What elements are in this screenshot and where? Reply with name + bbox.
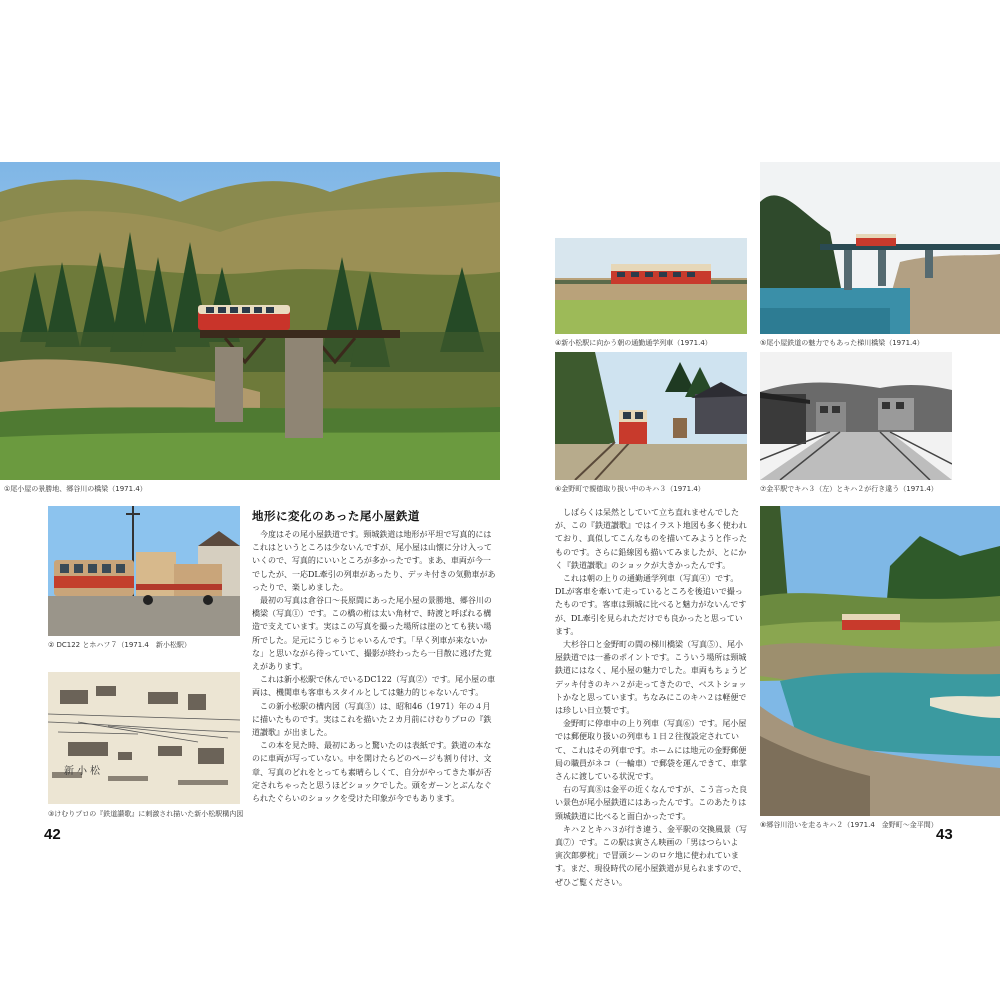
station-map-label: 新小松: [64, 766, 103, 777]
left-paragraph: 最初の写真は倉谷口～長原間にあった尾小屋の景勝地、郷谷川の橋梁（写真①）です。この橋の桁は太い角材で、時渡と呼ばれる構造で支えています。実はこの写真を撮った場所は崖のとても狭い場所でした。足元にうじゃうじゃいるんです。「早く列車が来ないかな」と思いながら待っていて、撮影が終わったら一目散に逃げた覚えがあります。: [252, 596, 492, 672]
right-paragraph: これは朝の上りの通勤通学列車（写真④）です。DLが客車を牽いて走っているところを後追いで撮ったものです。客車は頸城に比べると魅力がないんですが、DL牽引を見られただけでも良かったと思っています。: [555, 574, 747, 636]
caption-photo-5: ⑤尾小屋鉄道の魅力でもあった梯川橋梁（1971.4）: [760, 339, 924, 347]
caption-photo-3: ③けむりプロの『鉄道讃歌』に刺激され描いた新小松駅構内図: [48, 810, 244, 818]
caption-photo-6: ⑥金野町で親德取り扱い中のキハ３（1971.4）: [555, 485, 705, 493]
article-heading: 地形に変化のあった尾小屋鉄道: [252, 509, 420, 523]
left-paragraph: この新小松駅の構内図（写真③）は、昭和46（1971）年の４月に描いたものです。実はこれを描いた２カ月前にけむりプロの『鉄道讃歌』が出ました。: [252, 701, 492, 738]
photo-1-gorge-bridge: [0, 162, 500, 480]
right-paragraph: 右の写真⑧は金平の近くなんですが、こう言った良い景色が尾小屋鉄道にはあったんです。このあたりは頸城鉄道に比べると面白かったです。: [555, 785, 747, 821]
caption-photo-2: ② DC122 とホハフ７（1971.4 新小松駅）: [48, 641, 191, 649]
left-paragraph: この本を見た時、最初にあっと驚いたのは表紙です。鉄道の本なのに車両が写っていない。中を開けたらどのページも割り付け、文章、写真のどれをとっても素晴らしくて、自分がやってきた事が否定されちゃったと思うほどショックでした。頭をガーンとぶんなぐられたぐらいのショックを受けた印象が今でもあります。: [252, 741, 492, 804]
photo-7-crossing-trains: [760, 352, 952, 480]
right-paragraph: 大杉谷口と金野町の間の梯川橋梁（写真⑤）、尾小屋鉄道では一番のポイントです。こういう場所は頸城鉄道にはなく、尾小屋の魅力でした。車両もちょうどデッキ付きのキハ２が走ってきたので、ベストショットかなと思っています。ちなみにこのキハ２は軽便では珍しい日立製です。: [555, 640, 747, 716]
right-paragraph: 金野町に停車中の上り列車（写真⑥）です。尾小屋では郵便取り扱いの列車も１日２往復設定されていて、これはその列車です。ホームには地元の金野郵便局の職員がネコ（一輪車）で郵袋を運んできて、車掌さんに渡している状況です。: [555, 719, 747, 782]
left-paragraph: これは新小松駅で休んでいるDC122（写真②）です。尾小屋の車両は、機関車も客車もスタイルとしては魅力的じゃないんです。: [252, 675, 496, 698]
right-paragraph: キハ２とキハ３が行き違う、金平駅の交換風景（写真⑦）です。この駅は寅さん映画の「男はつらいよ 寅次郎夢枕」で冒頭シーンのロケ地に使われています。まだ、現役時代の尾小屋鉄道が見られますので、ぜひご覧ください。: [555, 824, 747, 887]
photo-5-river-bridge: [760, 162, 1000, 334]
photo-6-station-railcar: [555, 352, 747, 480]
photo-8-riverside-railcar: [760, 506, 1000, 816]
caption-photo-8: ⑧郷谷川沿いを走るキハ２（1971.4 金野町～金平間）: [760, 821, 938, 829]
caption-photo-7: ⑦金平駅でキハ３（左）とキハ２が行き違う（1971.4）: [760, 485, 938, 493]
photo-2-locomotive: [48, 506, 240, 636]
page-number-right: 43: [936, 826, 953, 843]
left-paragraph: 今度はその尾小屋鉄道です。頸城鉄道は地形が平坦で写真的にはこれはというところは少ないんですが、尾小屋は山懐に分け入っていくので、写真的にいいところが多かったです。まあ、車両が今一でしたが、一応DL牽引の列車があったり、デッキ付きの気動車があったりで、楽しめました。: [252, 530, 496, 592]
left-body-text: [252, 528, 496, 805]
photo-3-station-map: [48, 672, 240, 804]
caption-photo-1: ①尾小屋の景勝地、郷谷川の橋梁（1971.4）: [4, 485, 147, 493]
photo-4-commuter-train: [555, 238, 747, 334]
right-paragraph: しばらくは呆然としていて立ち直れませんでしたが、この『鉄道讃歌』ではイラスト地図も多く使われており、真似してこんなものを描いてみようと作ったものです。さらに鉛線図も描いてみましたが、とにかく『鉄道讃歌』のショックが大きかったんです。: [555, 508, 747, 570]
right-body-text: [555, 506, 747, 889]
page-number-left: 42: [44, 826, 61, 843]
caption-photo-4: ④新小松駅に向かう朝の通勤通学列車（1971.4）: [555, 339, 712, 347]
